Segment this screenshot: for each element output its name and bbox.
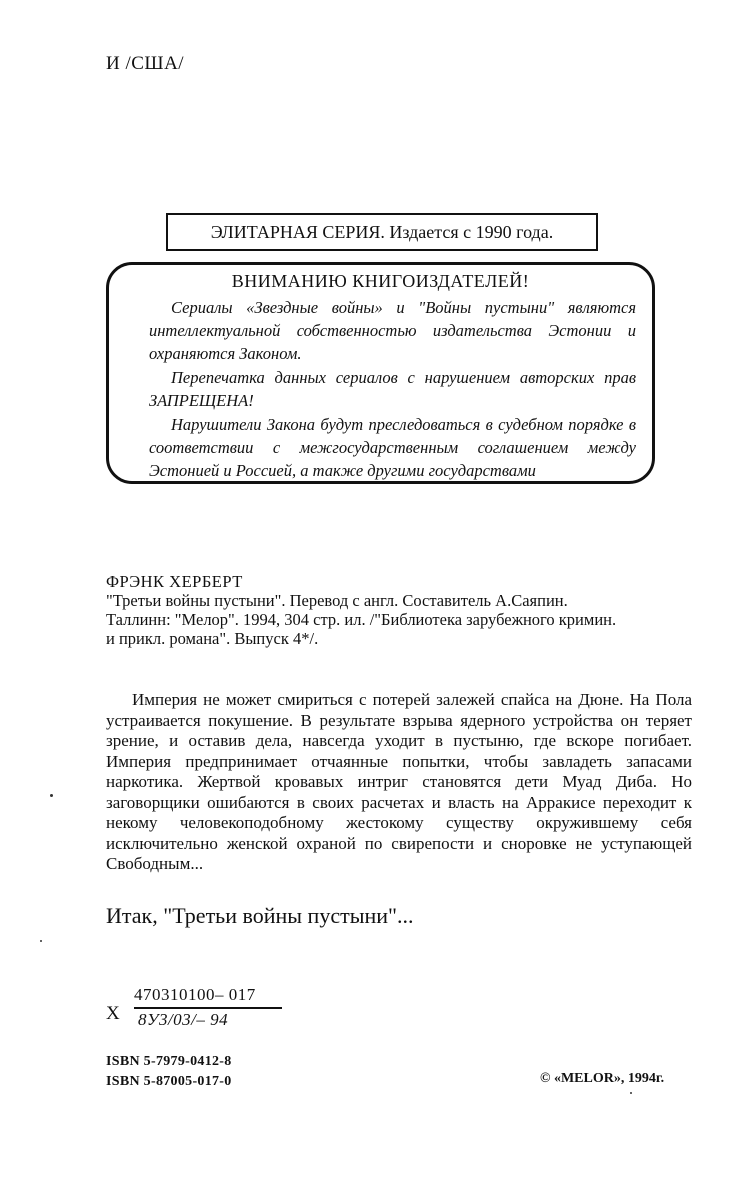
series-banner: ЭЛИТАРНАЯ СЕРИЯ. Издается с 1990 года. [166, 213, 598, 251]
isbn-line: ISBN 5-7979-0412-8 [106, 1054, 232, 1069]
bibliographic-line: и прикл. романа". Выпуск 4*/. [106, 629, 319, 648]
print-speck [40, 940, 42, 942]
isbn-line: ISBN 5-87005-017-0 [106, 1074, 232, 1089]
bibliographic-line: Таллинн: "Мелор". 1994, 304 стр. ил. /"Библиотека зарубежного кримин. [106, 610, 617, 629]
bibliographic-record [106, 572, 696, 648]
notice-paragraph: Сериалы «Звездные войны» и "Войны пустыни" являются интеллектуальной собственностью издательства Эстонии и охраняются Законом. [149, 298, 636, 363]
annotation-paragraph: Империя не может смириться с потерей залежей спайса на Дюне. На Пола устраивается покушение. В результате взрыва ядерного устройства он теряет зрение, и оставив дела, навсегда уходит в пустыню, где вскоре погибает. Империя предпринимает отчаянные попытки, чтобы завладеть запасами наркотика. Жертвой кровавых интриг становятся дети Муад Диба. Но заговорщики ошибаются в своих расчетах и власть на Арракисе переходит к некому человекоподобному жестокому существу окружившему себя исключительно женской охраной по свирепости и сноровке не уступающей Свободным... [106, 690, 692, 873]
bbk-denominator: 8У3/03/– 94 [138, 1010, 229, 1029]
isbn-block [106, 1052, 232, 1092]
notice-paragraph: Перепечатка данных сериалов с нарушением авторских прав ЗАПРЕЩЕНА! [149, 368, 636, 410]
corner-mark: И /США/ [106, 53, 185, 74]
bbk-numerator: 470310100– 017 [134, 985, 282, 1009]
print-speck [630, 1092, 632, 1094]
notice-paragraph: Нарушители Закона будут преследоваться в судебном порядке в соответствии с межгосударственным соглашением между Эстонией и Россией, а также другими государствами [149, 415, 636, 480]
copyright-notice: © «MELOR», 1994г. [540, 1071, 665, 1086]
closing-line: Итак, "Третьи войны пустыни"... [106, 903, 414, 928]
author-name: ФРЭНК ХЕРБЕРТ [106, 572, 243, 591]
print-speck [50, 794, 53, 797]
bibliographic-line: "Третьи войны пустыни". Перевод с англ. Составитель А.Саяпин. [106, 591, 568, 610]
publisher-notice-box [106, 262, 655, 484]
notice-heading: ВНИМАНИЮ КНИГОИЗДАТЕЛЕЙ! [231, 271, 530, 291]
bbk-letter: Х [106, 1003, 120, 1024]
